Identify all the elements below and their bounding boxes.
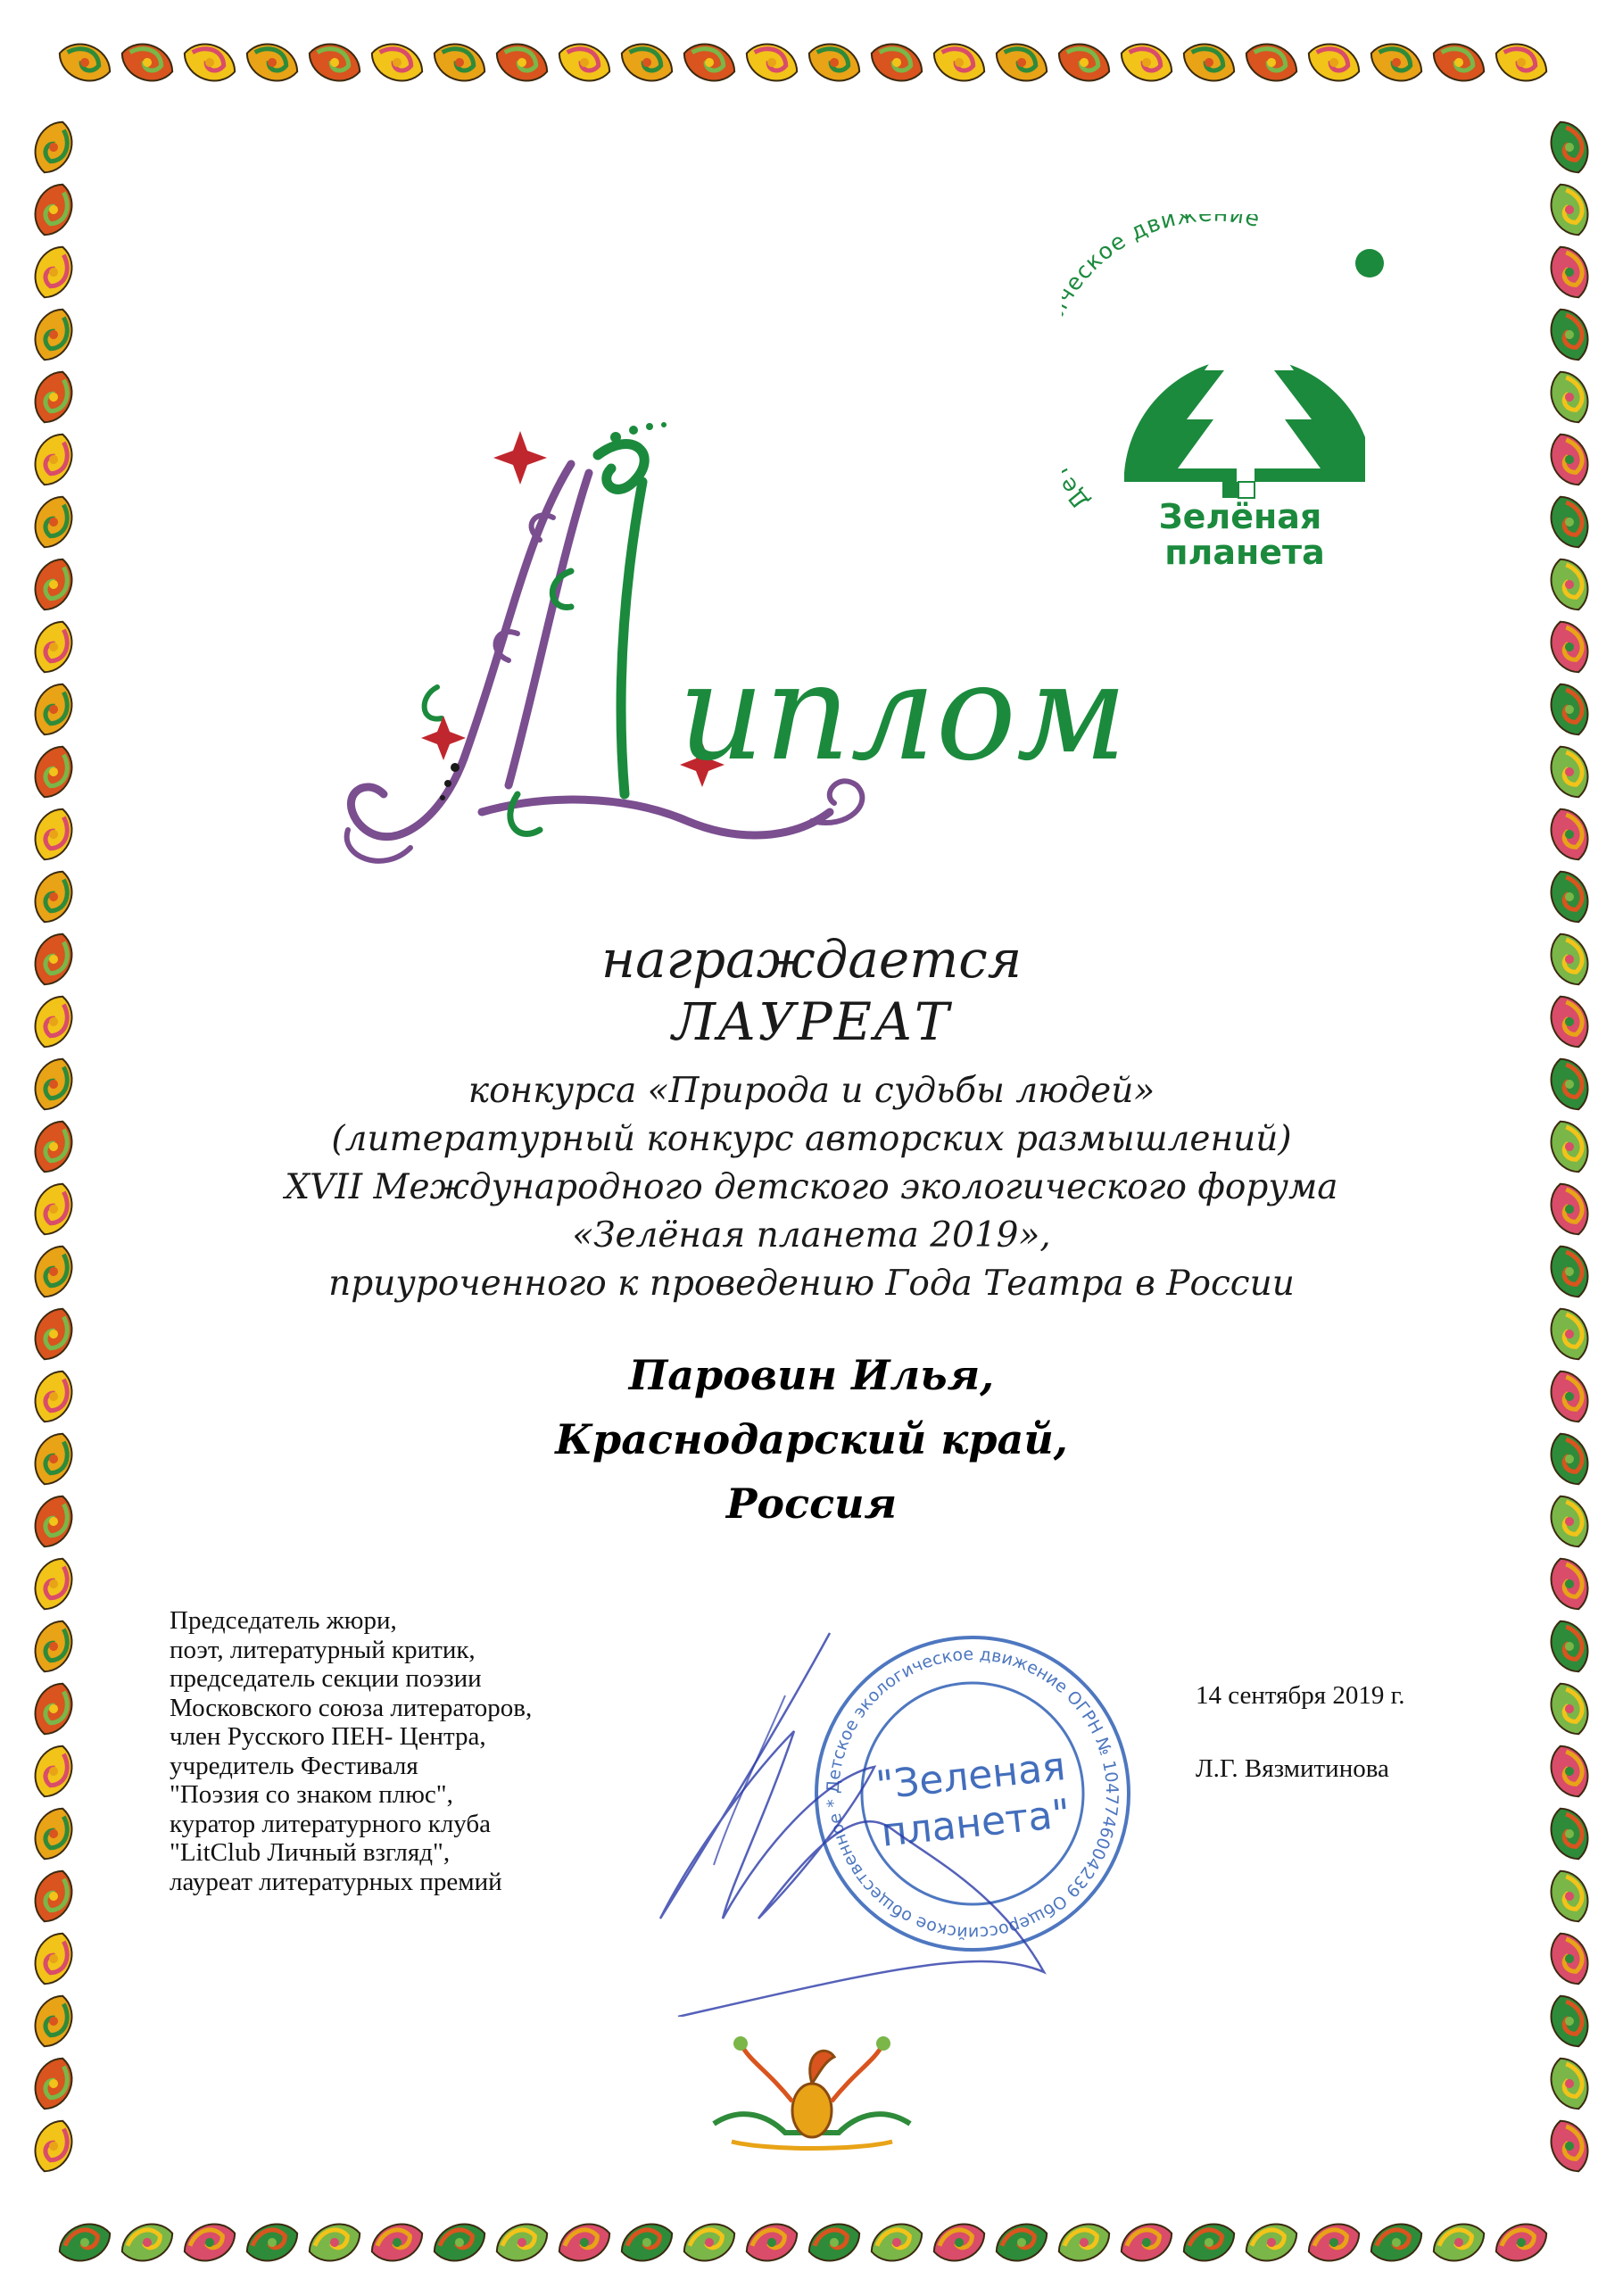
border-motif — [1178, 37, 1240, 87]
border-motif — [1544, 678, 1594, 741]
border-motif — [1544, 803, 1594, 866]
border-motif — [1544, 1740, 1594, 1803]
description-line: «Зелёная планета 2019», — [572, 1215, 1051, 1256]
border-motif — [1544, 991, 1594, 1053]
border-motif — [28, 991, 79, 1053]
border-motif — [28, 241, 79, 303]
border-motif — [865, 2217, 928, 2267]
border-motif — [1544, 866, 1594, 928]
stamp-ring-text: Детское экологическое движение ОГРН № 1047746004239 Общероссийское общественное * — [823, 1644, 1122, 1944]
jury-line: куратор литературного клуба — [170, 1809, 492, 1838]
border-motif — [28, 366, 79, 428]
border-motif — [1365, 37, 1428, 87]
border-motif — [28, 1740, 79, 1803]
border-motif — [1365, 2217, 1428, 2267]
border-motif — [741, 37, 803, 87]
border-motif — [28, 741, 79, 803]
border-motif — [1544, 1490, 1594, 1553]
logo-name-line1: Зелёная — [1158, 497, 1322, 536]
jury-line: учредитель Фестиваля — [170, 1751, 418, 1780]
border-motif — [1303, 2217, 1365, 2267]
border-motif — [28, 1303, 79, 1365]
border-motif — [28, 491, 79, 553]
border-motif — [1490, 37, 1553, 87]
border-motif — [1053, 37, 1115, 87]
border-motif — [1178, 2217, 1240, 2267]
border-motif — [553, 37, 616, 87]
logo-arc-text: Д еское движ ие — [1062, 214, 1263, 515]
border-motif — [1544, 1990, 1594, 2052]
border-motif — [1115, 2217, 1178, 2267]
border-motif — [28, 928, 79, 991]
title-rest: иплом — [678, 635, 1128, 791]
border-motif — [28, 866, 79, 928]
border-motif — [28, 1678, 79, 1740]
border-motif — [491, 2217, 553, 2267]
border-motif — [28, 803, 79, 866]
recipient-block — [178, 1343, 1445, 1536]
border-motif — [54, 37, 116, 87]
border-motif — [1544, 928, 1594, 991]
border-motif — [54, 2217, 116, 2267]
stamp-center-line1: "Зеленая — [874, 1744, 1068, 1810]
border-motif — [366, 37, 428, 87]
border-motif — [990, 37, 1053, 87]
border-motif — [241, 37, 303, 87]
border-motif — [1544, 366, 1594, 428]
border-motif — [803, 37, 865, 87]
border-motif — [1544, 1553, 1594, 1615]
border-motif — [1053, 2217, 1115, 2267]
border-motif — [1544, 491, 1594, 553]
border-motif — [28, 2115, 79, 2177]
description-line: (литературный конкурс авторских размышлений) — [331, 1119, 1292, 1159]
border-motif — [28, 1553, 79, 1615]
border-motif — [1544, 1803, 1594, 1865]
border-motif — [990, 2217, 1053, 2267]
description-line: приуроченного к проведению Года Театра в России — [328, 1264, 1295, 1304]
border-motif — [1544, 1428, 1594, 1490]
border-motif — [616, 37, 678, 87]
handwritten-signature — [625, 1624, 1071, 2017]
border-motif — [28, 2052, 79, 2115]
border-motif — [28, 1115, 79, 1178]
border-motif — [928, 2217, 990, 2267]
border-motif — [28, 1178, 79, 1240]
border-motif — [865, 37, 928, 87]
border-motif — [28, 553, 79, 616]
jury-line: "Поэзия со знаком плюс", — [170, 1780, 453, 1809]
border-motif — [1115, 37, 1178, 87]
border-motif — [1544, 178, 1594, 241]
border-motif — [1544, 241, 1594, 303]
border-motif — [28, 678, 79, 741]
border-motif — [28, 428, 79, 491]
border-motif — [1544, 616, 1594, 678]
logo-name-line2: планета — [1164, 533, 1325, 572]
border-motif — [1544, 2115, 1594, 2177]
border-motif — [1544, 1053, 1594, 1115]
signer-name: Л.Г. Вязмитинова — [1196, 1754, 1389, 1783]
issue-date: 14 сентября 2019 г. — [1196, 1681, 1405, 1710]
contest-description — [178, 1067, 1445, 1308]
description-line: XVII Международного детского экологического форума — [285, 1167, 1338, 1207]
border-motif — [28, 1365, 79, 1428]
border-motif — [28, 1990, 79, 2052]
border-motif — [1240, 2217, 1303, 2267]
border-motif — [1544, 116, 1594, 178]
border-motif — [1544, 1678, 1594, 1740]
jury-line: "LitClub Личный взгляд", — [170, 1838, 451, 1867]
recipient-country: Россия — [725, 1480, 898, 1528]
border-motif — [303, 37, 366, 87]
jury-line: председатель секции поэзии — [170, 1664, 482, 1693]
recipient-name: Паровин Илья, — [628, 1351, 995, 1399]
border-motif — [1544, 1865, 1594, 1927]
border-motif — [741, 2217, 803, 2267]
border-motif — [241, 2217, 303, 2267]
border-motif — [28, 1053, 79, 1115]
border-motif — [1428, 37, 1490, 87]
border-motif — [1544, 1303, 1594, 1365]
border-motif — [1544, 428, 1594, 491]
border-motif — [28, 616, 79, 678]
border-motif — [1240, 37, 1303, 87]
border-motif — [1490, 2217, 1553, 2267]
border-motif — [28, 1490, 79, 1553]
firebird-ornament — [678, 2017, 946, 2159]
border-motif — [28, 1615, 79, 1678]
border-motif — [1544, 1365, 1594, 1428]
border-motif — [1544, 741, 1594, 803]
border-motif — [1544, 1240, 1594, 1303]
description-line: конкурса «Природа и судьбы людей» — [468, 1071, 1155, 1111]
jury-line: Председатель жюри, — [170, 1606, 397, 1635]
border-motif — [1544, 303, 1594, 366]
border-motif — [28, 1240, 79, 1303]
border-motif — [1544, 1615, 1594, 1678]
border-motif — [28, 178, 79, 241]
border-motif — [28, 1428, 79, 1490]
border-motif — [553, 2217, 616, 2267]
border-motif — [28, 1865, 79, 1927]
border-motif — [28, 116, 79, 178]
awarded-text: награждается — [600, 929, 1023, 990]
border-motif — [1544, 1115, 1594, 1178]
border-motif — [678, 2217, 741, 2267]
title-dots — [610, 422, 667, 443]
border-motif — [616, 2217, 678, 2267]
laureate-title: ЛАУРЕАТ — [672, 991, 951, 1052]
border-motif — [116, 2217, 178, 2267]
border-motif — [803, 2217, 865, 2267]
recipient-region: Краснодарский край, — [555, 1415, 1068, 1463]
border-motif — [1544, 2052, 1594, 2115]
jury-line: лауреат литературных премий — [170, 1867, 502, 1896]
jury-line: Московского союза литераторов, — [170, 1693, 533, 1722]
border-motif — [1428, 2217, 1490, 2267]
border-motif — [678, 37, 741, 87]
border-motif — [116, 37, 178, 87]
border-motif — [178, 2217, 241, 2267]
border-motif — [491, 37, 553, 87]
stamp-center-line2: планета" — [879, 1790, 1072, 1856]
border-motif — [1303, 37, 1365, 87]
border-motif — [1544, 1178, 1594, 1240]
logo-dot — [1355, 249, 1384, 278]
border-motif — [28, 303, 79, 366]
border-motif — [428, 37, 491, 87]
border-motif — [1544, 1927, 1594, 1990]
border-motif — [178, 37, 241, 87]
border-motif — [28, 1803, 79, 1865]
border-motif — [428, 2217, 491, 2267]
border-motif — [928, 37, 990, 87]
diploma-title — [330, 402, 1187, 901]
jury-line: поэт, литературный критик, — [170, 1635, 476, 1664]
border-motif — [28, 1927, 79, 1990]
jury-line: член Русского ПЕН- Центра, — [170, 1722, 486, 1751]
border-motif — [1544, 553, 1594, 616]
border-motif — [303, 2217, 366, 2267]
border-motif — [366, 2217, 428, 2267]
jury-chair-credentials — [170, 1606, 532, 1896]
